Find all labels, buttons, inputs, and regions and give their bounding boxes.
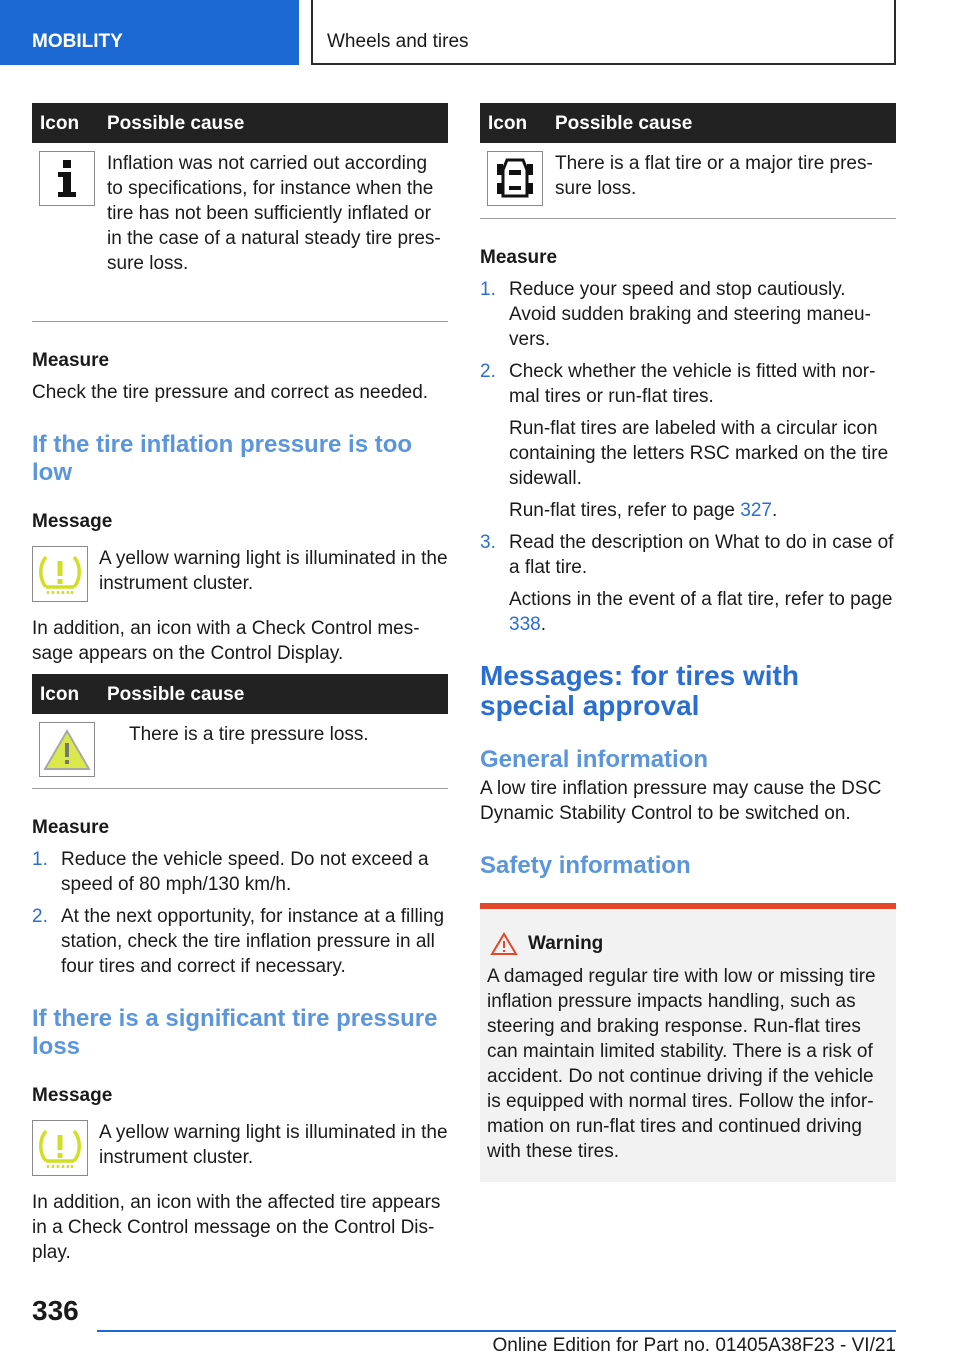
- info-icon: [39, 151, 95, 206]
- page-link[interactable]: 338: [509, 614, 541, 635]
- addition-text: In addition, an icon with the affected tire appears in a Check Control message on the Control Display.: [32, 1192, 441, 1263]
- heading-pressure-low: If the tire inflation pressure is too low: [32, 431, 413, 486]
- measure-label: Measure: [32, 350, 110, 371]
- page-link[interactable]: 327: [740, 500, 772, 521]
- message-row: [32, 1120, 448, 1176]
- list-item: 1. Reduce your speed and stop cautiously. Avoid sudden braking and steering maneuvers.: [480, 279, 871, 350]
- footer-rule: [97, 1330, 896, 1332]
- col-header-icon: Icon: [40, 112, 80, 134]
- col-header-icon: Icon: [40, 683, 80, 705]
- measure-label: Measure: [480, 247, 558, 268]
- list-item: 2. At the next opportunity, for instance at a filling station, check the tire inflation pressure in all four tires and correct if necessary.: [32, 906, 445, 977]
- tire-pressure-warning-icon: [32, 1120, 88, 1176]
- message-label: Message: [32, 1085, 113, 1106]
- table-header: [480, 103, 896, 143]
- message-text: A yellow warning light is illuminated in the instrument cluster.: [99, 1122, 448, 1168]
- heading-special-approval: Messages: for tires with special approval: [480, 660, 799, 721]
- warning-icon: [490, 932, 518, 956]
- warning-box: [480, 903, 896, 1182]
- measure-label: Measure: [32, 817, 110, 838]
- cross-reference: Run-flat tires, refer to page 327.: [509, 500, 778, 521]
- message-label: Message: [32, 511, 113, 532]
- right-column: [480, 103, 896, 1182]
- cause-text: There is a flat tire or a major tire pressure loss.: [555, 153, 873, 199]
- edition-text: Online Edition for Part no. 01405A38F23 - VI/21: [492, 1335, 896, 1356]
- message-text: A yellow warning light is illuminated in the instrument cluster.: [99, 548, 448, 594]
- left-column: [32, 103, 448, 1265]
- table-row: [480, 143, 896, 219]
- heading-significant-loss: If there is a significant tire pressure loss: [32, 1005, 438, 1060]
- measure-steps: [480, 277, 896, 637]
- cause-text: There is a tire pressure loss.: [129, 724, 369, 745]
- col-header-cause: Possible cause: [107, 112, 245, 134]
- cross-reference: Actions in the event of a flat tire, refer to page 338.: [509, 589, 893, 635]
- section-tab: MOBILITY: [0, 0, 299, 65]
- warning-triangle-icon: [39, 722, 95, 777]
- chapter-title: Wheels and tires: [311, 0, 896, 65]
- car-tires-icon: [487, 151, 543, 206]
- page-number: 336: [32, 1295, 79, 1326]
- col-header-cause: Possible cause: [555, 112, 693, 134]
- col-header-icon: Icon: [488, 112, 528, 134]
- col-header-cause: Possible cause: [107, 683, 245, 705]
- list-item: 2. Check whether the vehicle is fitted with normal tires or run-flat tires. Run-flat tires are labeled with a circular icon containing the letters RSC marked on the tire sidewall. Run-flat tires, refer to page 327.: [480, 359, 896, 523]
- list-item: 3. Read the description on What to do in case of a flat tire. Actions in the event of a flat tire, refer to page 338.: [480, 530, 896, 637]
- table-header: [32, 674, 448, 714]
- heading-safety-info: Safety information: [480, 852, 691, 879]
- table-row: [32, 714, 448, 789]
- message-row: [32, 546, 448, 602]
- tire-pressure-warning-icon: [32, 546, 88, 602]
- addition-text: In addition, an icon with a Check Control message appears on the Control Display.: [32, 618, 420, 664]
- table-header: [32, 103, 448, 143]
- measure-steps: [32, 847, 448, 979]
- measure-text: Check the tire pressure and correct as needed.: [32, 382, 429, 403]
- warning-title: Warning: [528, 933, 604, 954]
- warning-text: A damaged regular tire with low or missing tire inflation pressure impacts handling, such as steering and braking response. Run-flat tires can maintain limited stability. There is a risk of accident. Do not continue driving if the vehicle is equipped with normal tires. Follow the information on run-flat tires and continued driving with these tires.: [487, 966, 876, 1162]
- heading-general-info: General information: [480, 746, 709, 773]
- cause-text: Inflation was not carried out according to specifications, for instance when the tire has not been sufficiently inflated or in the case of a natural steady tire pressure loss.: [107, 153, 441, 274]
- list-item: 1. Reduce the vehicle speed. Do not exceed a speed of 80 mph/130 km/h.: [32, 849, 429, 895]
- general-text: A low tire inflation pressure may cause the DSC Dynamic Stability Control to be switched on.: [480, 778, 882, 824]
- table-row: [32, 143, 448, 322]
